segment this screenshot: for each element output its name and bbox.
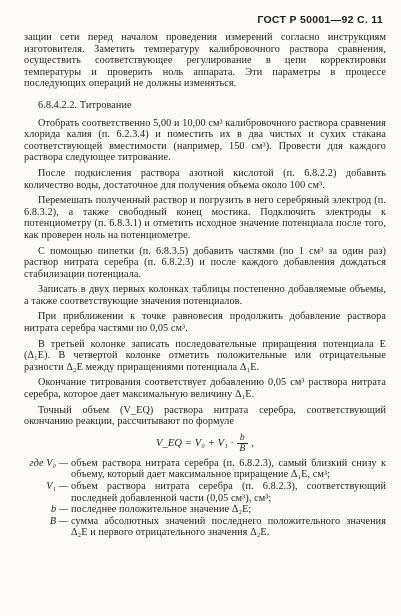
fraction-numerator: b (237, 433, 248, 444)
definition-symbol: b — (51, 504, 68, 516)
section-heading: 6.8.4.2.2. Титрование (38, 99, 132, 111)
definition-item (24, 458, 386, 481)
paragraph: защии сети перед началом проведения измерений согласно инструкциям изготовителя. Заметить температуру калибровочного раствора сравнения, осуществить соответствующее регулирование в цепи корректировки температуры и проверить ноль аппарата. Эти параметры в процессе последующих операций не должны изменяться. (24, 32, 386, 90)
paragraph: Точный объем (V_EQ) раствора нитрата серебра, соответствующий окончанию реакции, рассчитывают по формуле (24, 404, 386, 428)
fraction-denominator: B (239, 443, 246, 454)
definition-item (24, 516, 386, 539)
paragraph: При приближении к точке равновесия продолжить добавление раствора нитрата серебра частями по 0,05 см³. (24, 311, 386, 335)
definitions-list (24, 458, 386, 539)
document-body (24, 32, 386, 539)
definition-text: объем раствора нитрата серебра (п. 6.8.2.3), соответствующий последней добавленной части (0,05 см³), см³; (71, 481, 386, 504)
paragraph: Записать в двух первых колонках таблицы постепенно добавляемые объемы, а также соответствующие значения потенциалов. (24, 284, 386, 307)
definition-symbol: B — (49, 515, 68, 527)
definition-item (24, 504, 386, 516)
definition-symbol: где V₀ — (29, 457, 68, 469)
page-header: ГОСТ Р 50001—92 С. 11 (257, 14, 383, 26)
definition-text: сумма абсолютных значений последнего положительного значения Δ₂E и первого отрицательного значения Δ₂E. (71, 515, 386, 539)
formula-fraction (236, 433, 248, 454)
formula (24, 433, 386, 454)
formula-tail: , (251, 437, 254, 449)
definition-item (24, 481, 386, 504)
paragraph: Отобрать соответственно 5,00 и 10,00 см³ калибровочного раствора сравнения хлорида калия (п. 6.2.3.4) и поместить их в два чистых и сухих стакана соответствующей вместимости (например, 150 см³). Провести для каждого раствора следующее титрование. (24, 117, 386, 164)
definition-text: последнее положительное значение Δ₂E; (71, 504, 252, 516)
definition-text: объем раствора нитрата серебра (п. 6.8.2.3), самый близкий снизу к объему, который дает максимальное приращение Δ₁E, см³; (71, 457, 386, 481)
paragraph: После подкисления раствора азотной кислотой (п. 6.8.2.2) добавить количество воды, достаточное для получения объема около 100 см³. (24, 167, 386, 191)
definition-symbol: V₁ — (46, 481, 68, 492)
paragraph: Окончание титрования соответствует добавлению 0,05 см³ раствора нитрата серебра, которое дает максимальную величину Δ₁E. (24, 377, 386, 401)
paragraph: В третьей колонке записать последовательные приращения потенциала E (Δ₁E). В четвертой колонке отметить положительные или отрицательные разности Δ₂E между приращениями потенциала Δ₁E. (24, 338, 386, 373)
formula-lhs: V_EQ = V₀ + V₁ · (156, 437, 234, 449)
paragraph: Перемешать полученный раствор и погрузить в него серебряный электрод (п. 6.8.3.2), а также свободный конец мостика. Подключить электроды к потенциометру (п. 6.8.3.1) и отметить исходное значение потенциала после того, как проверен ноль на потенциометре. (24, 195, 386, 241)
paragraph: С помощью пипетки (п. 6.8.3.5) добавить частями (по 1 см³ за один раз) раствор нитрата серебра (п. 6.8.2.3) и после каждого добавления дождаться стабилизации потенциала. (24, 245, 386, 280)
